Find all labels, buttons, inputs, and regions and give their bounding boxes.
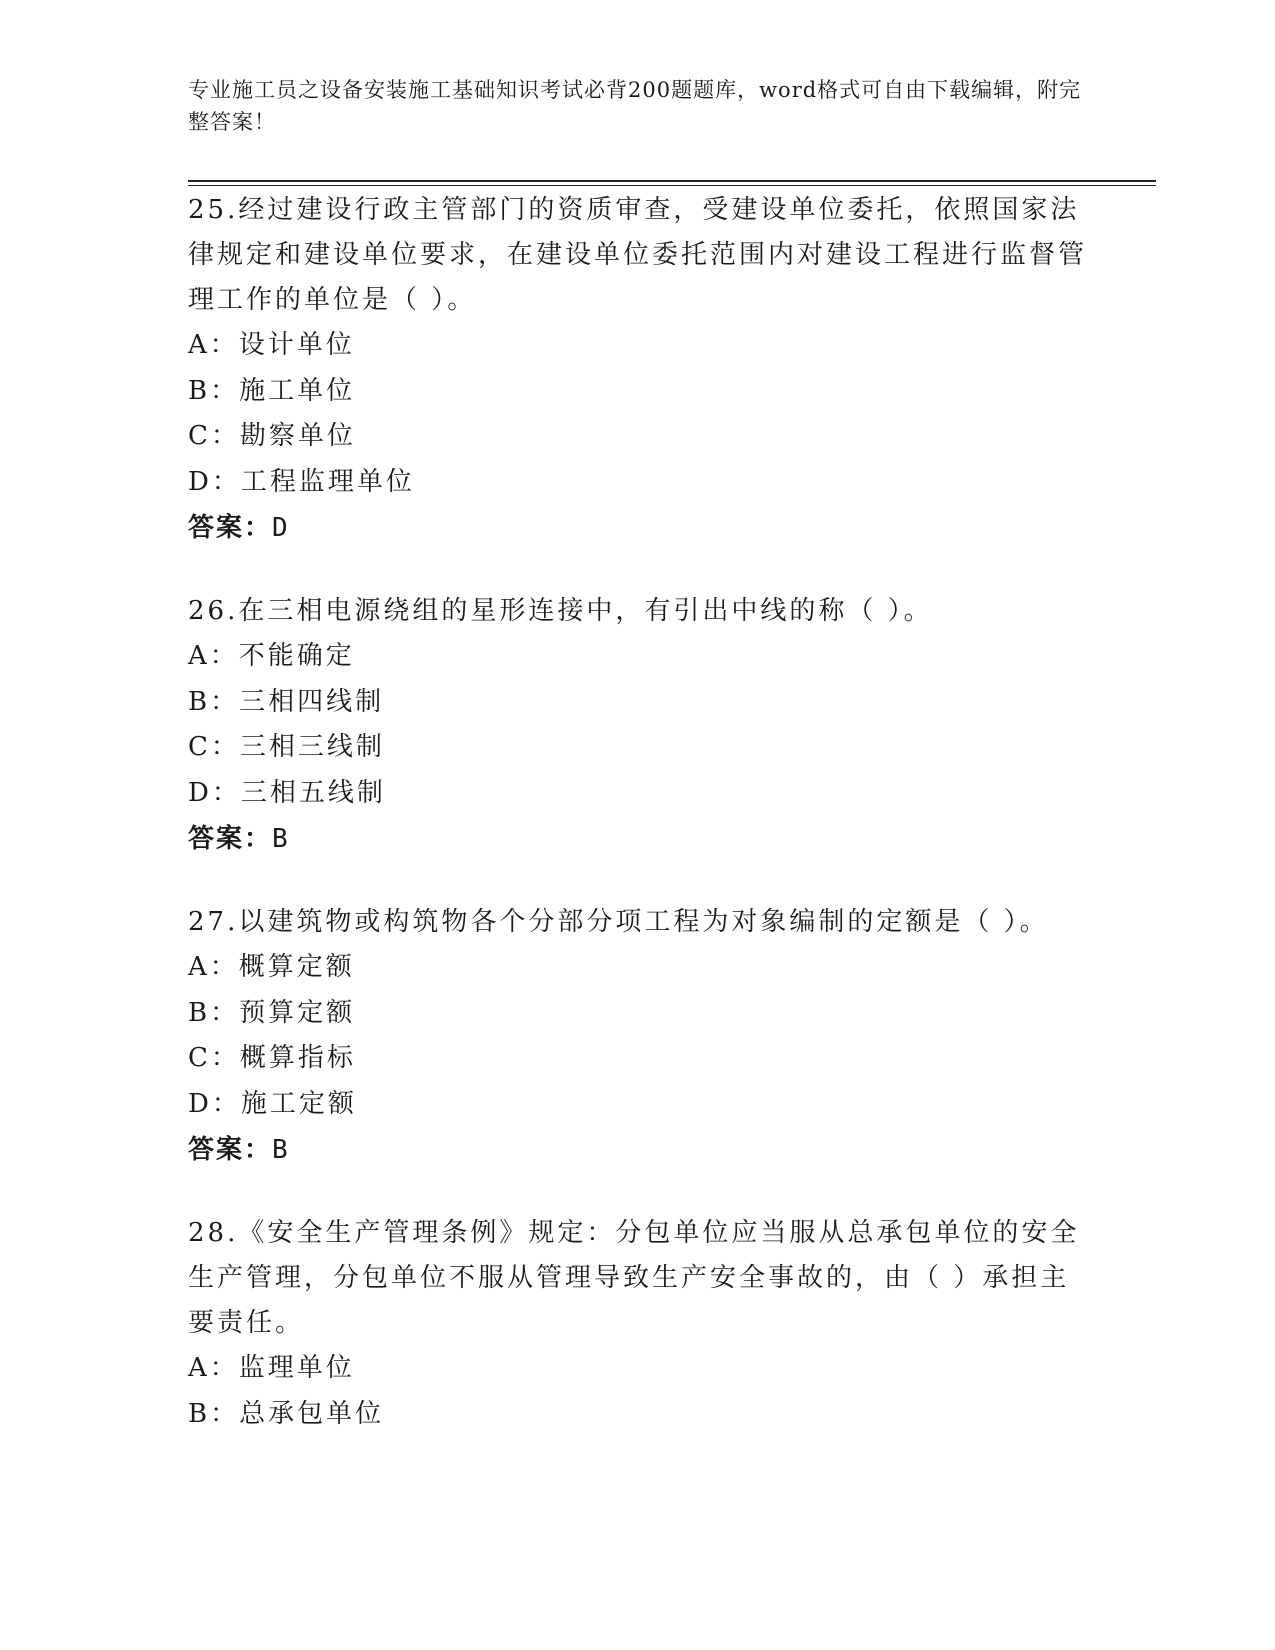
question-list — [188, 188, 1088, 1475]
question-stem: 27.以建筑物或构筑物各个分部分项工程为对象编制的定额是（ ）。 — [188, 907, 1049, 937]
option-a: A：设计单位 — [188, 330, 355, 360]
option-a: A：不能确定 — [188, 641, 355, 671]
option-d: D：工程监理单位 — [188, 466, 415, 497]
option-b: B：总承包单位 — [188, 1398, 385, 1429]
answer-label: 答案： — [188, 824, 273, 854]
option-c: C：概算指标 — [188, 1043, 356, 1073]
option-d: D：施工定额 — [188, 1088, 357, 1119]
option-b: B：施工单位 — [188, 375, 356, 406]
answer-line — [188, 1127, 1088, 1173]
option-d: D：三相五线制 — [188, 777, 386, 808]
answer-line — [188, 505, 1088, 551]
answer-label: 答案： — [188, 513, 273, 543]
answer-value: B — [272, 1135, 290, 1165]
answer-value: B — [272, 824, 290, 854]
question-28 — [188, 1211, 1088, 1437]
question-stem: 26.在三相电源绕组的星形连接中，有引出中线的称（ ）。 — [188, 596, 933, 626]
answer-value: D — [272, 513, 290, 543]
header-divider-thick — [188, 180, 1156, 182]
option-b: B：三相四线制 — [188, 686, 385, 717]
option-b: B：预算定额 — [188, 997, 356, 1028]
option-c: C：三相三线制 — [188, 732, 385, 762]
option-c: C：勘察单位 — [188, 421, 356, 451]
option-a: A：概算定额 — [188, 952, 355, 982]
header-divider-thin — [188, 185, 1156, 186]
answer-label: 答案： — [188, 1135, 273, 1165]
option-a: A：监理单位 — [188, 1353, 355, 1383]
answer-line — [188, 816, 1088, 862]
question-25 — [188, 188, 1088, 551]
document-header: 专业施工员之设备安装施工基础知识考试必背200题题库，word格式可自由下载编辑，附完整答案！ — [188, 78, 1082, 134]
question-stem: 28.《安全生产管理条例》规定：分包单位应当服从总承包单位的安全生产管理，分包单位不服从管理导致生产安全事故的，由（ ）承担主要责任。 — [188, 1218, 1080, 1338]
question-27 — [188, 900, 1088, 1173]
question-stem: 25.经过建设行政主管部门的资质审查，受建设单位委托，依照国家法律规定和建设单位要求，在建设单位委托范围内对建设工程进行监督管理工作的单位是（ ）。 — [188, 195, 1088, 315]
question-26 — [188, 589, 1088, 862]
